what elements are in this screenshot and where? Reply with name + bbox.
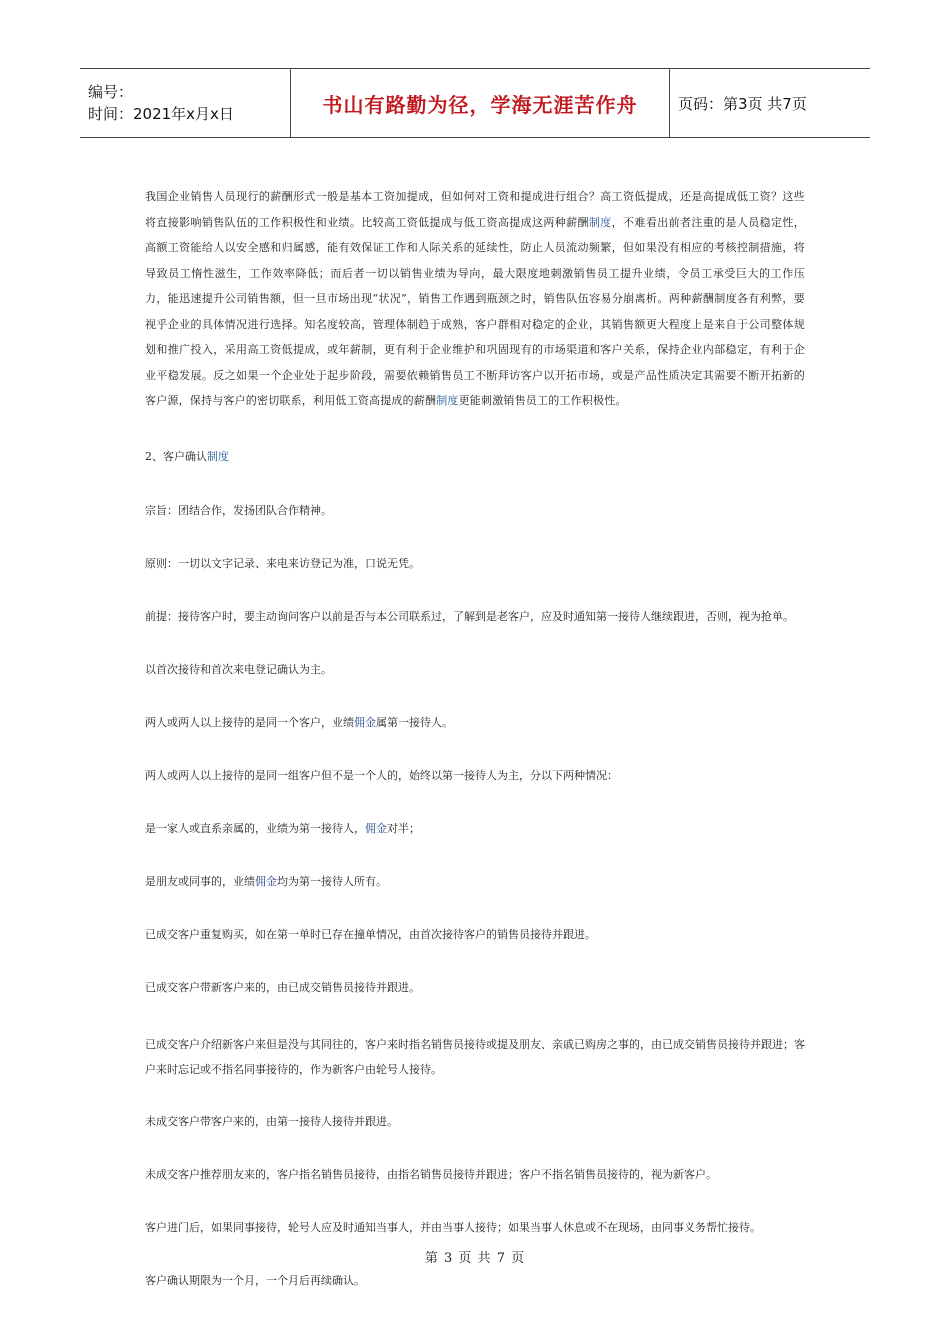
para-text: 均为第一接待人所有。 <box>277 874 387 888</box>
page-header <box>80 68 870 138</box>
para-text: 我国企业销售人员现行的薪酬形式一般是基本工资加提成，但如何对工资和提成进行组合？高工资低提成，还是高提成低工资？这些将直接影响销售队伍的工作积极性和业绩。比较高工资低提成与低工资高提成这两种薪酬 <box>145 190 805 229</box>
para-text: 对半； <box>387 821 420 835</box>
same-customer-line <box>145 714 805 730</box>
motto: 书山有路勤为径，学海无涯苦作舟 <box>322 92 638 117</box>
page-info: 页码：第3页 共7页 <box>678 94 807 113</box>
period-line: 客户确认期限为一个月，一个月后再续确认。 <box>145 1273 365 1287</box>
document-body <box>145 184 805 1288</box>
header-meta <box>80 69 290 137</box>
section-title: 2、客户确认 <box>145 449 207 463</box>
header-page-info <box>670 69 870 137</box>
colleague-line: 客户进门后，如果同事接待，轮号人应及时通知当事人，并由当事人接待；如果当事人休息或不在现场，由同事义务帮忙接待。 <box>145 1220 761 1234</box>
page-footer: 第 3 页 共 7 页 <box>424 1251 526 1266</box>
link-system[interactable]: 制度 <box>588 215 612 229</box>
link-system[interactable]: 制度 <box>436 394 459 407</box>
para-text: 两人或两人以上接待的是同一个客户，业绩 <box>145 715 354 729</box>
same-group-line: 两人或两人以上接待的是同一组客户但不是一个人的，始终以第一接待人为主，分以下两种情况： <box>145 768 618 782</box>
date-label: 时间：2021年x月x日 <box>88 105 234 123</box>
header-motto-cell <box>290 69 670 137</box>
link-commission[interactable]: 佣金 <box>365 821 387 835</box>
section-heading <box>145 448 805 464</box>
para-text: 是一家人或直系亲属的，业绩为第一接待人， <box>145 821 365 835</box>
para-text: ，不难看出前者注重的是人员稳定性，高额工资能给人以安全感和归属感，能有效保证工作和人际关系的延续性，防止人员流动频繁，但如果没有相应的考核控制措施，将导致员工惰性滋生，工作效率降低；而后者一切以销售业绩为导向，最大限度地刺激销售员工提升业绩，令员工承受巨大的工作压力，能迅速提升公司销售额，但一旦市场出现“状况”，销售工作遇到瓶颈之时，销售队伍容易分崩离析。两种薪酬制度各有利弊，要视乎企业的具体情况进行选择。知名度较高，管理体制趋于成熟，客户群相对稳定的企业，其销售额更大程度上是来自于公司整体规划和推广投入，采用高工资低提成，或年薪制，更有利于企业维护和巩固现有的市场渠道和客户关系，保持企业内部稳定，有利于企业平稳发展。反之如果一个企业处于起步阶段，需要依赖销售员工不断拜访客户以开拓市场，或是产品性质决定其需要不断开拓新的客户源，保持与客户的密切联系，利用低工资高提成的薪酬 <box>145 215 805 407</box>
purpose-line: 宗旨：团结合作，发扬团队合作精神。 <box>145 503 332 517</box>
principle-line: 原则：一切以文字记录、来电来访登记为准，口说无凭。 <box>145 556 420 570</box>
unclosed-bring-line: 未成交客户带客户来的，由第一接待人接待并跟进。 <box>145 1114 398 1128</box>
unclosed-referral-line: 未成交客户推荐朋友来的，客户指名销售员接待，由指名销售员接待并跟进；客户不指名销售员接待的，视为新客户。 <box>145 1167 717 1181</box>
link-commission[interactable]: 佣金 <box>255 874 277 888</box>
first-visit-line: 以首次接待和首次来电登记确认为主。 <box>145 662 332 676</box>
salary-paragraph <box>145 184 805 414</box>
link-system[interactable]: 制度 <box>207 449 229 463</box>
para-text: 是朋友或同事的，业绩 <box>145 874 255 888</box>
repeat-purchase-line: 已成交客户重复购买，如在第一单时已存在撞单情况，由首次接待客户的销售员接待并跟进。 <box>145 927 596 941</box>
bring-new-line: 已成交客户带新客户来的，由已成交销售员接待并跟进。 <box>145 980 420 994</box>
referral-line: 已成交客户介绍新客户来但是没与其同往的，客户来时指名销售员接待或提及朋友、亲戚已购房之事的，由已成交销售员接待并跟进；客户来时忘记或不指名同事接待的，作为新客户由轮号人接待。 <box>145 1037 805 1076</box>
friends-line <box>145 873 805 889</box>
link-commission[interactable]: 佣金 <box>354 715 376 729</box>
serial-label: 编号： <box>88 83 134 101</box>
para-text: 更能刺激销售员工的工作积极性。 <box>458 394 627 407</box>
family-line <box>145 820 805 836</box>
premise-line: 前提：接待客户时，要主动询问客户以前是否与本公司联系过，了解到是老客户，应及时通知第一接待人继续跟进，否则，视为抢单。 <box>145 609 794 623</box>
para-text: 属第一接待人。 <box>376 715 453 729</box>
